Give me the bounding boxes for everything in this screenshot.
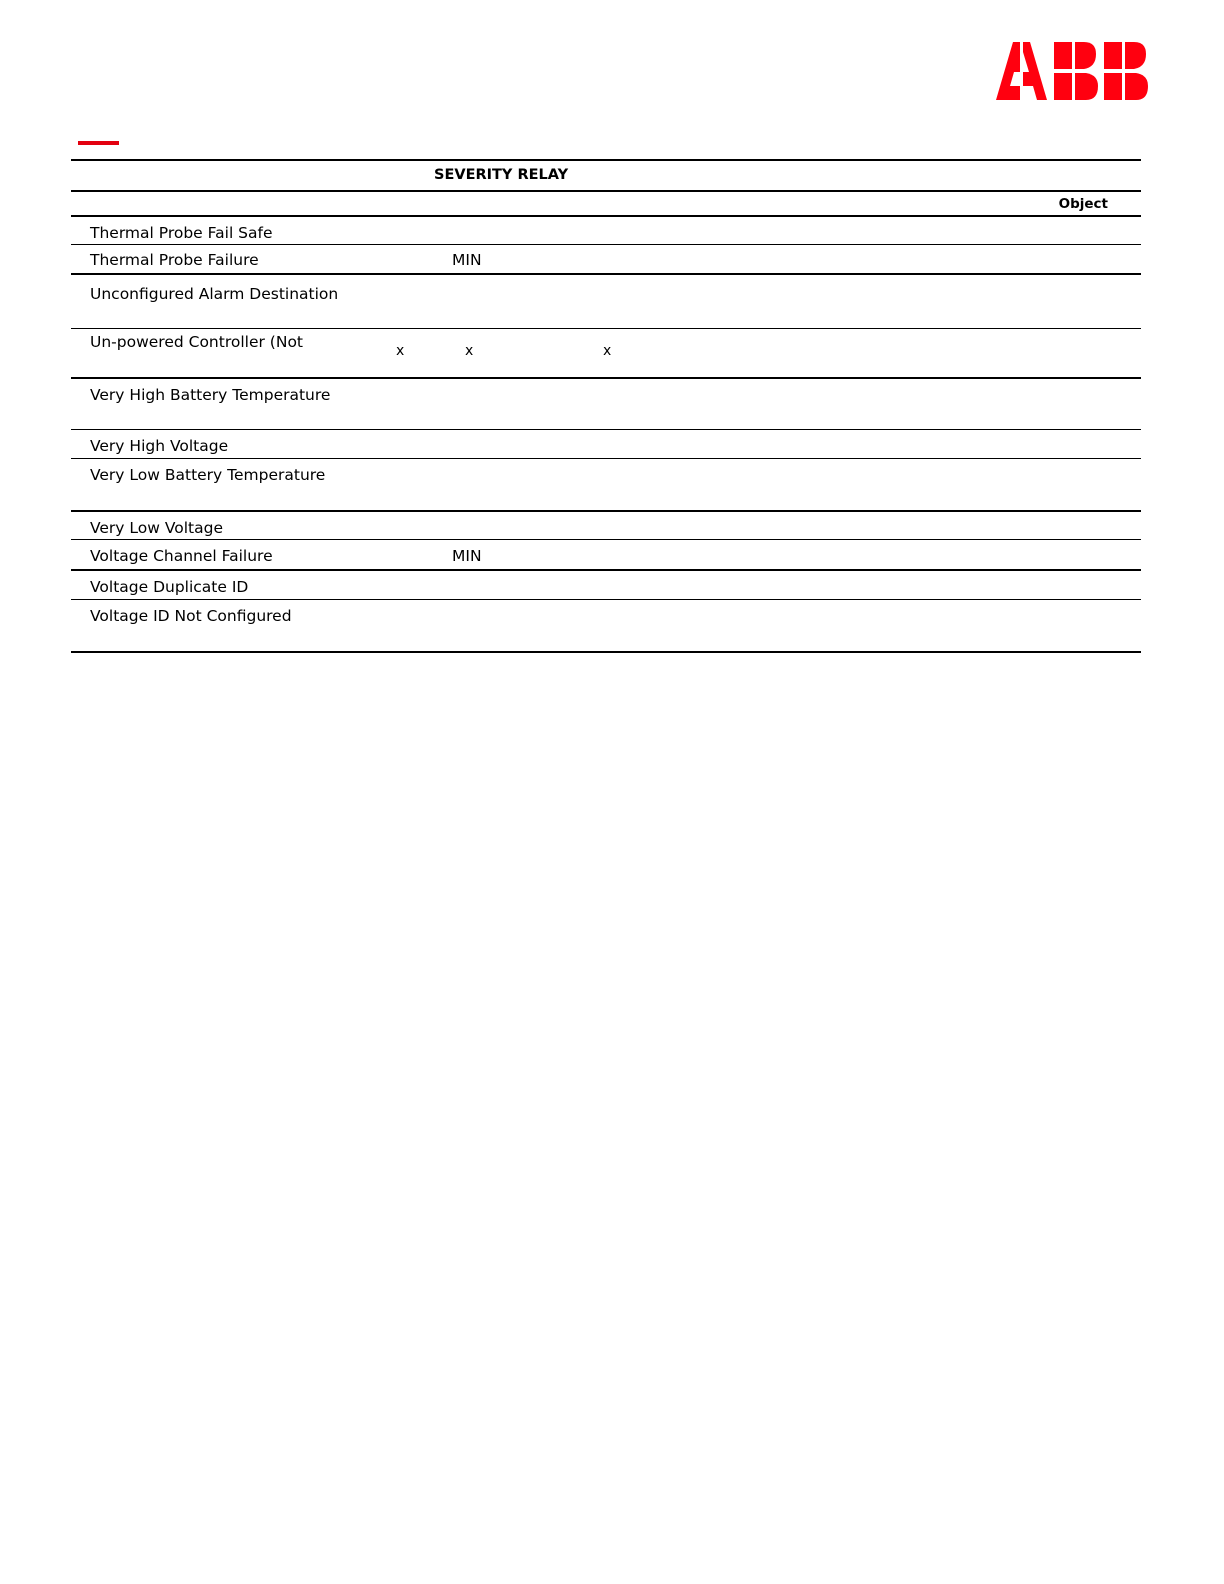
row-label: Thermal Probe Fail Safe xyxy=(90,224,273,242)
table-title: SEVERITY RELAY xyxy=(434,167,569,183)
row-label: Very High Voltage xyxy=(90,437,229,455)
row-severity: MIN xyxy=(452,547,482,565)
row-severity: MIN xyxy=(452,251,482,269)
table-row xyxy=(71,328,1141,377)
table-row xyxy=(71,539,1141,569)
table-row xyxy=(71,244,1141,273)
row-mark: x xyxy=(396,343,405,359)
row-label: Very Low Voltage xyxy=(90,519,223,537)
abb-logo xyxy=(996,40,1156,102)
row-label: Very High Battery Temperature xyxy=(90,386,331,404)
table-row xyxy=(71,569,1141,599)
table-title-row xyxy=(71,159,1141,190)
table-row xyxy=(71,429,1141,458)
abb-logo-graphic xyxy=(996,40,1156,102)
table-row xyxy=(71,215,1141,244)
table-body xyxy=(71,215,1141,653)
row-label: Very Low Battery Temperature xyxy=(90,466,326,484)
accent-bar xyxy=(78,141,119,145)
row-label: Un-powered Controller (Not xyxy=(90,333,304,351)
row-label: Voltage ID Not Configured xyxy=(90,607,292,625)
row-mark: x xyxy=(465,343,474,359)
table-row xyxy=(71,599,1141,653)
table-row xyxy=(71,510,1141,539)
table-row xyxy=(71,377,1141,429)
table-column-header-row xyxy=(71,190,1141,215)
row-label: Voltage Channel Failure xyxy=(90,547,273,565)
row-label: Thermal Probe Failure xyxy=(90,251,259,269)
row-label: Voltage Duplicate ID xyxy=(90,578,249,596)
table-row xyxy=(71,273,1141,328)
row-label: Unconfigured Alarm Destination xyxy=(90,285,339,303)
severity-relay-table xyxy=(71,159,1141,653)
table-row xyxy=(71,458,1141,510)
object-column-header: Object xyxy=(1058,196,1108,212)
row-mark: x xyxy=(603,343,612,359)
